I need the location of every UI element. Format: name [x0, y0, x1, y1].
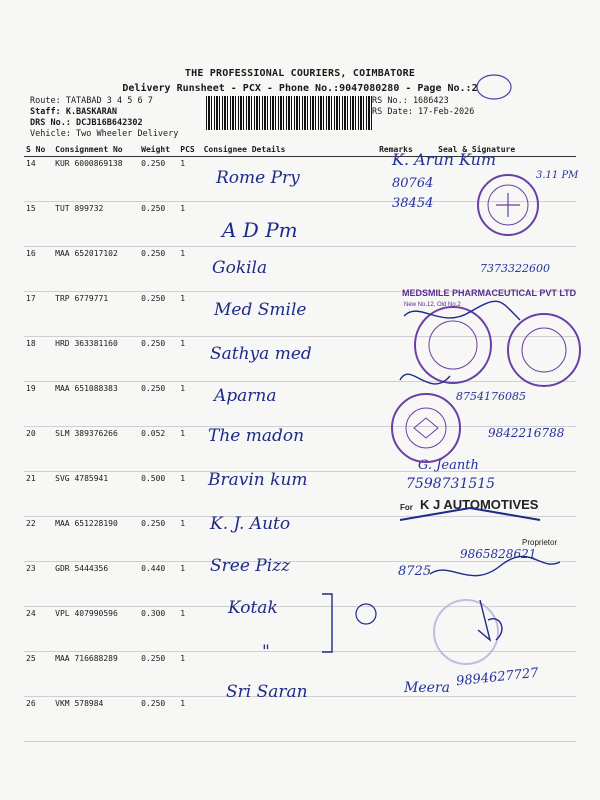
- sno-cell: 21: [24, 472, 53, 517]
- weight-cell: 0.300: [139, 607, 178, 652]
- pcs-cell: 1: [178, 517, 201, 562]
- pcs-cell: 1: [178, 652, 201, 697]
- handwritten-consignee: Bravin kum: [208, 470, 308, 490]
- weight-cell: 0.250: [139, 382, 178, 427]
- sno-cell: 23: [24, 562, 53, 607]
- sno-cell: 19: [24, 382, 53, 427]
- pcs-cell: 1: [178, 427, 201, 472]
- remarks-cell: [377, 292, 436, 337]
- sno-cell: 15: [24, 202, 53, 247]
- runsheet-subtitle: Delivery Runsheet - PCX - Phone No.:9047080280 - Page No.:2: [122, 83, 478, 94]
- signature-name: Meera: [404, 680, 450, 696]
- consignee-cell: [202, 697, 378, 742]
- seal-cell: [436, 337, 576, 382]
- sno-cell: 18: [24, 337, 53, 382]
- handwritten-consignee: The madon: [208, 426, 305, 446]
- consignment-cell: SVG 4785941: [53, 472, 139, 517]
- signature-phone: 9865828621: [460, 547, 537, 561]
- pcs-cell: 1: [178, 292, 201, 337]
- signature-code: 38454: [392, 196, 434, 211]
- consignment-cell: GDR 5444356: [53, 562, 139, 607]
- consignment-cell: KUR 6000869138: [53, 157, 139, 202]
- seal-cell: [436, 697, 576, 742]
- handwritten-consignee: Sree Pizz: [210, 556, 291, 576]
- signature-code: 8725: [398, 564, 432, 579]
- pcs-cell: 1: [178, 697, 201, 742]
- pcs-cell: 1: [178, 562, 201, 607]
- stamp-subtext: New No.12, Old No.2: [404, 302, 461, 308]
- sno-cell: 26: [24, 697, 53, 742]
- pcs-cell: 1: [178, 472, 201, 517]
- table-row: [24, 562, 576, 607]
- table-row: [24, 697, 576, 742]
- signature-phone: 9842216788: [488, 426, 565, 440]
- pcs-cell: 1: [178, 157, 201, 202]
- company-stamp: MEDSMILE PHARMACEUTICAL PVT LTD: [402, 288, 577, 298]
- seal-cell: [436, 382, 576, 427]
- runsheet-meta-left: [30, 96, 178, 140]
- consignment-cell: VKM 578984: [53, 697, 139, 742]
- handwritten-consignee: Sri Saran: [226, 682, 308, 702]
- weight-cell: 0.250: [139, 517, 178, 562]
- stamp-proprietor: Proprietor: [522, 538, 558, 547]
- company-stamp: K J AUTOMOTIVES: [420, 497, 539, 512]
- drs-text: DRS No.: DCJB16B642302: [30, 118, 143, 128]
- col-consignee: Consignee Details: [202, 142, 378, 157]
- consignment-cell: SLM 389376266: [53, 427, 139, 472]
- handwritten-consignee: Rome Pry: [216, 168, 300, 188]
- vehicle-text: Vehicle: Two Wheeler Delivery: [30, 129, 179, 139]
- pcs-cell: 1: [178, 607, 201, 652]
- remarks-cell: [377, 517, 436, 562]
- handwritten-consignee: Aparna: [214, 386, 277, 406]
- consignment-cell: MAA 651228190: [53, 517, 139, 562]
- signature-time: 3.11 PM: [536, 170, 579, 181]
- sno-cell: 24: [24, 607, 53, 652]
- weight-cell: 0.052: [139, 427, 178, 472]
- sno-cell: 25: [24, 652, 53, 697]
- weight-cell: 0.250: [139, 652, 178, 697]
- consignment-cell: VPL 407990596: [53, 607, 139, 652]
- stamp-prefix: For: [400, 503, 413, 512]
- rs-number: RS No.: 1686423: [372, 96, 449, 106]
- table-row: [24, 382, 576, 427]
- pcs-cell: 1: [178, 202, 201, 247]
- pcs-cell: 1: [178, 337, 201, 382]
- sno-cell: 22: [24, 517, 53, 562]
- remarks-cell: [377, 607, 436, 652]
- handwritten-consignee: Gokila: [212, 258, 268, 278]
- sno-cell: 16: [24, 247, 53, 292]
- seal-cell: [436, 607, 576, 652]
- seal-cell: [436, 562, 576, 607]
- signature-name: G. Jeanth: [418, 458, 479, 473]
- signature-phone: 9894627727: [455, 665, 540, 690]
- col-consignment: Consignment No: [53, 142, 139, 157]
- weight-cell: 0.500: [139, 472, 178, 517]
- weight-cell: 0.250: [139, 247, 178, 292]
- handwritten-consignee: K. J. Auto: [210, 514, 291, 534]
- consignment-cell: MAA 651088383: [53, 382, 139, 427]
- remarks-cell: [377, 337, 436, 382]
- table-row: [24, 202, 576, 247]
- table-row: [24, 607, 576, 652]
- signature-name: K. Arun Kum: [392, 150, 497, 169]
- signature-phone: 7373322600: [480, 262, 550, 275]
- col-weight: Weight: [139, 142, 178, 157]
- col-pcs: PCS: [178, 142, 201, 157]
- weight-cell: 0.250: [139, 337, 178, 382]
- route-text: Route: TATABAD 3 4 5 6 7: [30, 96, 153, 106]
- col-remarks: Remarks: [377, 142, 436, 157]
- sno-cell: 20: [24, 427, 53, 472]
- seal-cell: [436, 202, 576, 247]
- handwritten-consignee: Sathya med: [210, 344, 312, 364]
- pcs-cell: 1: [178, 247, 201, 292]
- remarks-cell: [377, 697, 436, 742]
- signature-phone: 7598731515: [406, 476, 496, 492]
- handwritten-consignee: Med Smile: [214, 300, 307, 320]
- weight-cell: 0.250: [139, 202, 178, 247]
- consignment-cell: MAA 652017102: [53, 247, 139, 292]
- pcs-cell: 1: [178, 382, 201, 427]
- rs-date: RS Date: 17-Feb-2026: [372, 107, 475, 117]
- remarks-cell: [377, 247, 436, 292]
- consignment-cell: TRP 6779771: [53, 292, 139, 337]
- signature-code: 80764: [392, 176, 434, 191]
- barcode-icon: [206, 96, 374, 130]
- col-seal: Seal & Signature: [436, 142, 576, 157]
- remarks-cell: [377, 382, 436, 427]
- staff-text: Staff: K.BASKARAN: [30, 107, 117, 117]
- consignment-cell: MAA 716688289: [53, 652, 139, 697]
- handwritten-consignee: ": [262, 642, 270, 662]
- consignment-cell: TUT 899732: [53, 202, 139, 247]
- runsheet-meta-right: [372, 96, 474, 118]
- weight-cell: 0.250: [139, 697, 178, 742]
- sno-cell: 14: [24, 157, 53, 202]
- col-sno: S No: [24, 142, 53, 157]
- signature-phone: 8754176085: [456, 390, 526, 403]
- consignment-cell: HRD 363381160: [53, 337, 139, 382]
- document-header: [0, 68, 600, 94]
- weight-cell: 0.250: [139, 157, 178, 202]
- seal-cell: [436, 292, 576, 337]
- weight-cell: 0.440: [139, 562, 178, 607]
- sno-cell: 17: [24, 292, 53, 337]
- handwritten-consignee: A D Pm: [222, 218, 298, 242]
- company-name: THE PROFESSIONAL COURIERS, COIMBATORE: [184, 68, 416, 79]
- handwritten-consignee: Kotak: [228, 598, 278, 618]
- weight-cell: 0.250: [139, 292, 178, 337]
